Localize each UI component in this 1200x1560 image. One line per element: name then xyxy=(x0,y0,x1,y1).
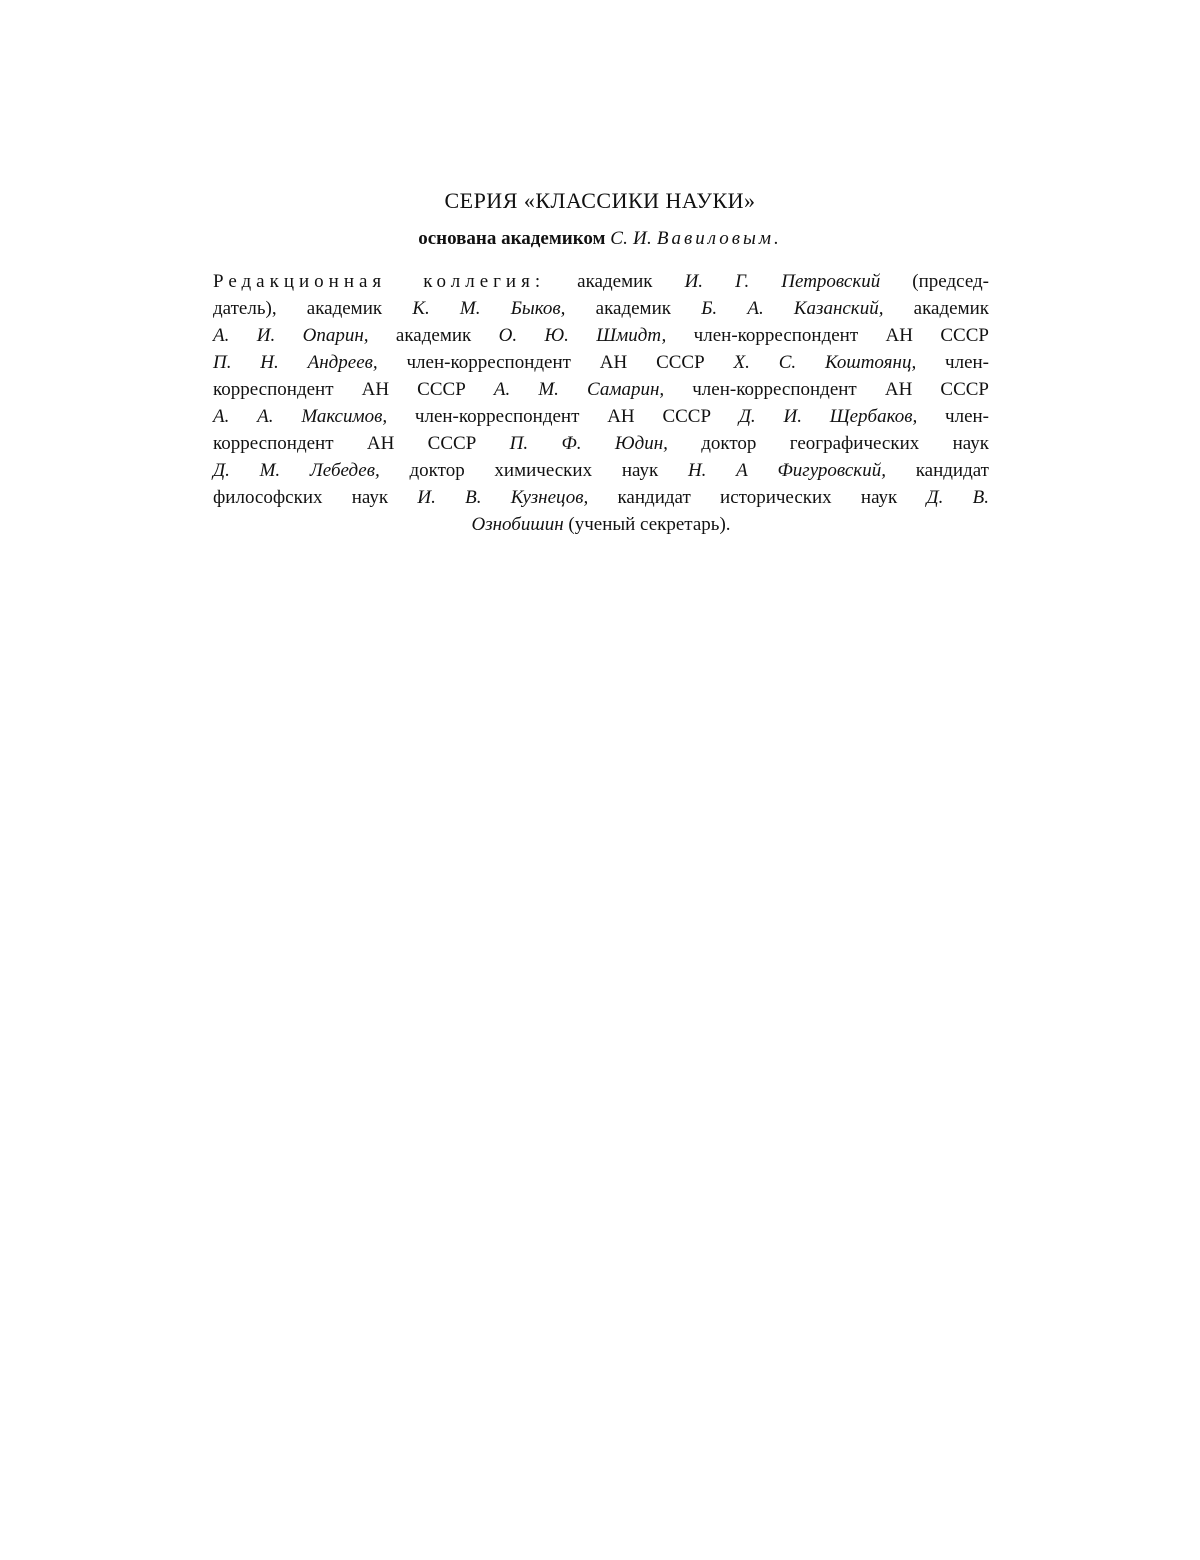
board-text: академик xyxy=(883,298,989,319)
board-text: кандидат исторических наук xyxy=(588,487,927,508)
board-text: академик xyxy=(545,271,685,292)
board-text: корреспондент АН СССР xyxy=(213,379,494,400)
board-text: (председ- xyxy=(880,271,989,292)
board-line xyxy=(213,403,989,430)
board-line xyxy=(213,457,989,484)
board-member-name: Д. В. xyxy=(926,487,989,508)
board-text: доктор географических наук xyxy=(667,433,989,454)
board-member-name: Х. С. Коштоянц, xyxy=(733,352,917,373)
board-line xyxy=(213,511,989,538)
board-text: член-корреспондент АН СССР xyxy=(387,406,739,427)
board-member-name: И. В. Кузнецов, xyxy=(417,487,589,508)
board-text: академик xyxy=(565,298,702,319)
board-text: член-корреспондент АН СССР xyxy=(664,379,989,400)
founder-name xyxy=(610,228,781,249)
board-text: член- xyxy=(917,406,990,427)
board-member-name: А. И. Опарин, xyxy=(213,325,369,346)
board-member-name: Б. А. Казанский, xyxy=(701,298,884,319)
board-member-name: П. Ф. Юдин, xyxy=(509,433,668,454)
founder-initials: С. И. xyxy=(610,228,652,249)
board-text: философских наук xyxy=(213,487,418,508)
board-text: корреспондент АН СССР xyxy=(213,433,510,454)
board-text: академик xyxy=(368,325,499,346)
board-member-name: Ознобишин xyxy=(471,514,564,535)
board-line xyxy=(213,430,989,457)
board-member-name: Д. М. Лебедев, xyxy=(213,460,380,481)
board-text: (ученый секретарь). xyxy=(563,514,731,535)
series-title: СЕРИЯ «КЛАССИКИ НАУКИ» xyxy=(444,188,756,213)
board-text: член-корреспондент АН СССР xyxy=(377,352,734,373)
board-text: датель), академик xyxy=(213,298,413,319)
board-text: доктор химических наук xyxy=(379,460,688,481)
founded-prefix: основана академиком xyxy=(418,228,606,249)
board-text: кандидат xyxy=(885,460,989,481)
board-member-name: Н. А Фигуровский, xyxy=(687,460,886,481)
board-member-name: О. Ю. Шмидт, xyxy=(498,325,667,346)
editorial-board-paragraph xyxy=(213,268,989,538)
board-member-name: К. М. Быков, xyxy=(412,298,566,319)
board-line xyxy=(213,268,989,295)
board-member-name: П. Н. Андреев, xyxy=(213,352,378,373)
board-line xyxy=(213,376,989,403)
board-member-name: Д. И. Щербаков, xyxy=(738,406,918,427)
board-line xyxy=(213,349,989,376)
board-line xyxy=(213,295,989,322)
series-founded-line xyxy=(0,228,1200,250)
board-heading: Редакционная коллегия: xyxy=(213,271,546,292)
board-line xyxy=(213,322,989,349)
board-member-name: А. А. Максимов, xyxy=(213,406,388,427)
founder-surname: Вавиловым. xyxy=(656,228,782,249)
board-member-name: И. Г. Петровский xyxy=(684,271,881,292)
board-text: член- xyxy=(916,352,990,373)
board-text: член-корреспондент АН СССР xyxy=(666,325,989,346)
board-line xyxy=(213,484,989,511)
board-member-name: А. М. Самарин, xyxy=(493,379,665,400)
